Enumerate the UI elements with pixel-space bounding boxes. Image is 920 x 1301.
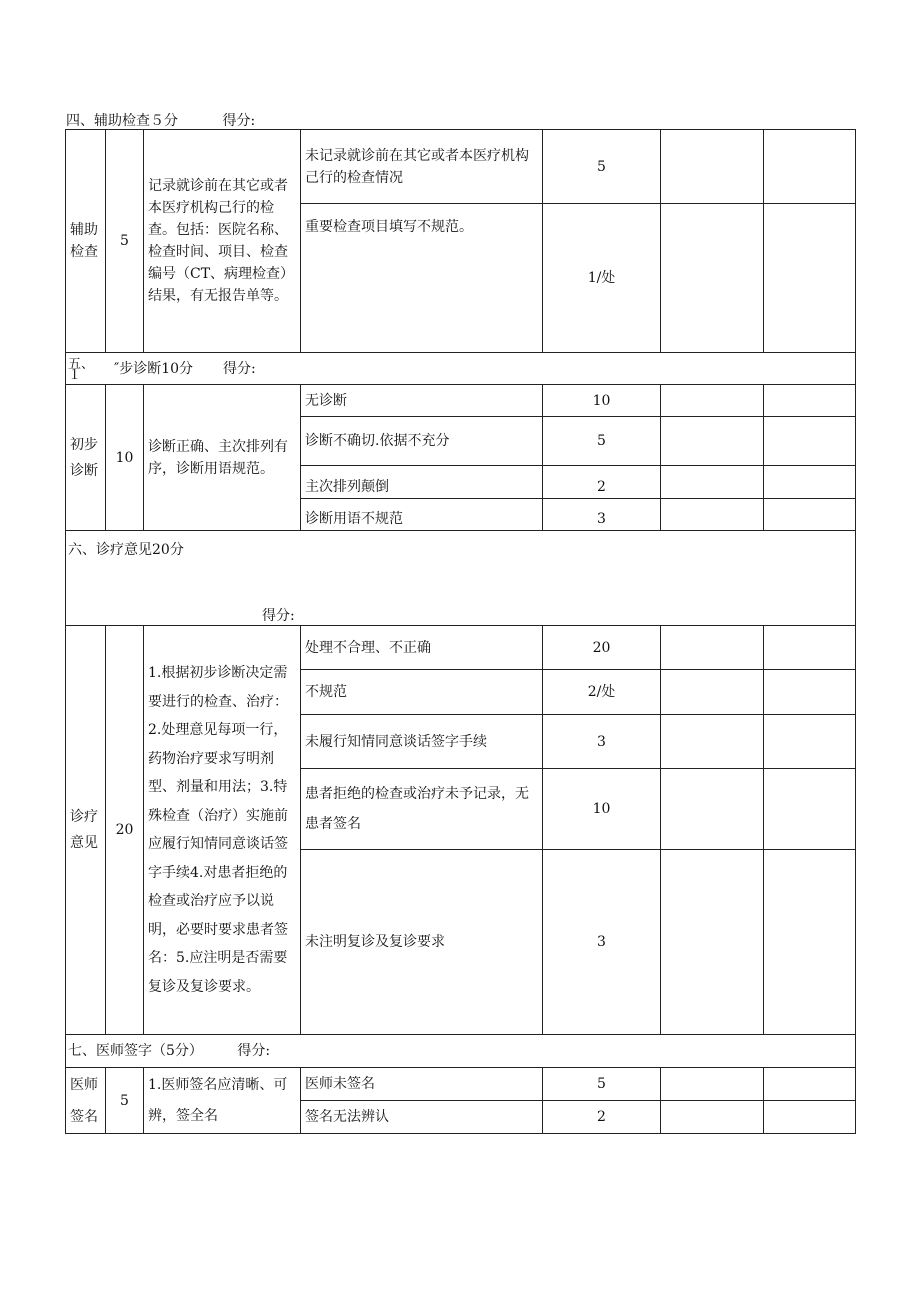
- prelim-description: 诊断正确、主次排列有序，诊断用语规范。: [144, 385, 301, 531]
- treat-item-deduct: 20: [543, 626, 661, 670]
- sign-description: 1.医师签名应清晰、可辨，签全名: [144, 1068, 301, 1134]
- score-cell[interactable]: [661, 1101, 764, 1134]
- aux-item-deduct: 5: [543, 130, 661, 204]
- section-aux-title: [66, 110, 255, 130]
- aux-points: 5: [106, 130, 144, 353]
- prelim-title-right: ″步诊断10分: [114, 360, 194, 377]
- prelim-title-left: 五、１: [68, 356, 95, 383]
- score-cell[interactable]: [661, 466, 764, 499]
- treat-item-deduct: 2/处: [543, 670, 661, 715]
- table-row: [66, 1068, 856, 1101]
- note-cell[interactable]: [764, 850, 856, 1035]
- score-cell[interactable]: [661, 850, 764, 1035]
- aux-category: 辅助检查: [66, 130, 106, 353]
- sign-title: 七、医师签字（5分）: [68, 1043, 203, 1059]
- note-cell[interactable]: [764, 417, 856, 466]
- treat-item-text: 未履行知情同意谈话签字手续: [301, 715, 543, 769]
- treat-description: 1.根据初步诊断决定需要进行的检查、治疗：2.处理意见每项一行，药物治疗要求写明剂型、剂量和用法；3.特殊检查（治疗）实施前应履行知情同意谈话签字手续4.对患者拒绝的检查或治疗应予以说明，必要时要求患者签名：5.应注明是否需要复诊及复诊要求。: [144, 626, 301, 1035]
- score-cell[interactable]: [661, 130, 764, 204]
- prelim-item-deduct: 3: [543, 499, 661, 531]
- treat-item-deduct: 3: [543, 715, 661, 769]
- score-cell[interactable]: [661, 670, 764, 715]
- treat-title: 六、诊疗意见20分: [68, 542, 184, 558]
- treat-item-text: 不规范: [301, 670, 543, 715]
- note-cell[interactable]: [764, 670, 856, 715]
- sign-item-deduct: 5: [543, 1068, 661, 1101]
- prelim-item-deduct: 10: [543, 385, 661, 417]
- aux-description: 记录就诊前在其它或者本医疗机构己行的检查。包括：医院名称、检查时间、项目、检查编号（CT、病理检查）结果，有无报告单等。: [144, 130, 301, 353]
- sign-category: 医师签名: [66, 1068, 106, 1134]
- treat-item-deduct: 10: [543, 769, 661, 850]
- section-aux-score-label: 得分:: [222, 113, 256, 129]
- score-cell[interactable]: [661, 499, 764, 531]
- note-cell[interactable]: [764, 715, 856, 769]
- section-header-row: [66, 1035, 856, 1068]
- prelim-score-label: 得分:: [223, 360, 256, 377]
- treat-item-text: 患者拒绝的检查或治疗未予记录，无患者签名: [301, 769, 543, 850]
- aux-item-text: 重要检查项目填写不规范。: [301, 204, 543, 353]
- note-cell[interactable]: [764, 204, 856, 353]
- note-cell[interactable]: [764, 130, 856, 204]
- note-cell[interactable]: [764, 626, 856, 670]
- prelim-item-deduct: 5: [543, 417, 661, 466]
- score-cell[interactable]: [661, 417, 764, 466]
- score-cell[interactable]: [661, 715, 764, 769]
- scoring-table: [65, 129, 856, 1134]
- note-cell[interactable]: [764, 1101, 856, 1134]
- note-cell[interactable]: [764, 769, 856, 850]
- prelim-item-text: 诊断用语不规范: [301, 499, 543, 531]
- note-cell[interactable]: [764, 499, 856, 531]
- score-cell[interactable]: [661, 385, 764, 417]
- prelim-item-text: 诊断不确切.依据不充分: [301, 417, 543, 466]
- section-header-row: [66, 353, 856, 385]
- sign-points: 5: [106, 1068, 144, 1134]
- sign-score-label: 得分:: [237, 1043, 271, 1059]
- sign-item-text: 签名无法辨认: [301, 1101, 543, 1134]
- prelim-item-deduct: 2: [543, 466, 661, 499]
- score-cell[interactable]: [661, 204, 764, 353]
- note-cell[interactable]: [764, 385, 856, 417]
- score-cell[interactable]: [661, 1068, 764, 1101]
- aux-item-text: 未记录就诊前在其它或者本医疗机构己行的检查情况: [301, 130, 543, 204]
- table-row: [66, 130, 856, 204]
- score-cell[interactable]: [661, 769, 764, 850]
- treat-score-label: 得分:: [262, 608, 295, 624]
- sign-item-text: 医师未签名: [301, 1068, 543, 1101]
- prelim-item-text: 无诊断: [301, 385, 543, 417]
- prelim-item-text: 主次排列颠倒: [301, 466, 543, 499]
- table-row: [66, 385, 856, 417]
- sign-item-deduct: 2: [543, 1101, 661, 1134]
- note-cell[interactable]: [764, 1068, 856, 1101]
- treat-item-text: 未注明复诊及复诊要求: [301, 850, 543, 1035]
- treat-category: 诊疗意见: [66, 626, 106, 1035]
- prelim-points: 10: [106, 385, 144, 531]
- prelim-category: 初步诊断: [66, 385, 106, 531]
- table-row: [66, 626, 856, 670]
- aux-item-deduct: 1/处: [543, 204, 661, 353]
- note-cell[interactable]: [764, 466, 856, 499]
- score-cell[interactable]: [661, 626, 764, 670]
- treat-item-deduct: 3: [543, 850, 661, 1035]
- section-header-row: [66, 531, 856, 626]
- section-aux-title-text: 四、辅助检查５分: [66, 113, 178, 129]
- treat-item-text: 处理不合理、不正确: [301, 626, 543, 670]
- treat-points: 20: [106, 626, 144, 1035]
